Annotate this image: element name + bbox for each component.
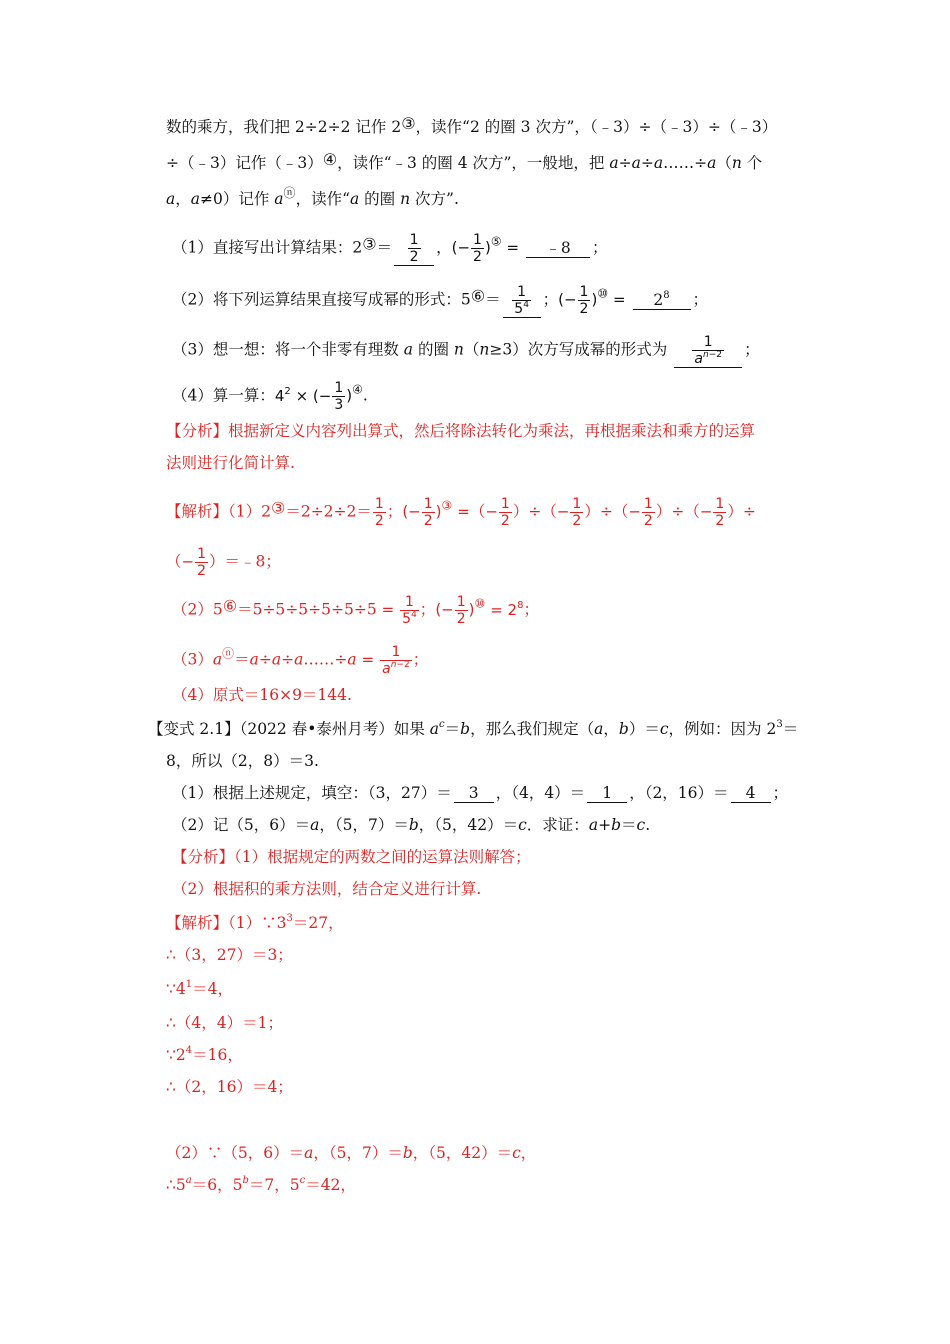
variant-question-2: （2）记（5，6）＝a，（5，7）＝b，（5，42）＝c．求证：a+b＝c.: [172, 816, 651, 834]
solution-1-part-2: （2）5⑥＝5÷5÷5÷5÷5÷5 = $\frac{1}{5^4}$ ；(− $\frac{1}{2}$ )$^⑩ = 2^8$；: [172, 594, 539, 627]
question-2: （2）将下列运算结果直接写成幂的形式：5⑥＝ $\frac{1}{5^4}$ ；(− $\frac{1}{2}$ )$^⑩ = 2^8$ ；: [172, 284, 709, 317]
solution-2-line-3: $\because 4^1=4$，: [166, 979, 233, 998]
solution-1-part-1b: （− $\frac{1}{2}$ ）＝﹣8；: [166, 546, 281, 579]
variant-line-2: 8，所以（2，8）＝3.: [166, 752, 319, 770]
question-3: （3）想一想：将一个非零有理数 a 的圈 n（n≥3）次方写成幂的形式为 $\frac{1}{a^{n-2}}$ ；: [172, 334, 760, 367]
solution-1-part-4: （4）原式＝16×9＝144.: [172, 686, 352, 704]
intro-line-3: a，a≠0）记作 aⓝ，读作“a 的圈 n 次方”.: [166, 186, 459, 208]
solution-2-line-2: ∴（3，27）＝3；: [166, 946, 293, 964]
question-4: （4）算一算：$4^2$ × (− $\frac{1}{3}$ )④.: [172, 380, 368, 413]
solution-2-line-5: $\because 2^4=16$，: [166, 1045, 243, 1064]
variant-line-1: 【变式 2.1】（2022 春•泰州月考）如果 $a^c=b$，那么我们规定（a，b）＝c，例如：因为 $2^3=$: [148, 719, 799, 738]
solution-2-line-4: ∴（4，4）＝1；: [166, 1014, 283, 1032]
analysis-1-line-1: 【分析】根据新定义内容列出算式，然后将除法转化为乘法，再根据乘法和乘方的运算: [166, 422, 756, 440]
solution-2-line-1: 【解析】$(1)\because 3^3=27$，: [166, 913, 344, 932]
solution-2-line-8: $\therefore 5^a=6$，$5^b=7$，$5^c=42$，: [166, 1175, 356, 1194]
intro-line-2: ÷（﹣3）记作（﹣3）④，读作“﹣3 的圈 4 次方”，一般地，把 a÷a÷a……÷a（n 个: [166, 150, 763, 172]
intro-line-1: 数的乘方，我们把 2÷2÷2 记作 2③，读作“2 的圈 3 次方”，（﹣3）÷（﹣3）÷（﹣3）: [166, 114, 778, 136]
analysis-2-line-1: 【分析】（1）根据规定的两数之间的运算法则解答；: [172, 848, 531, 866]
analysis-2-line-2: （2）根据积的乘方法则，结合定义进行计算.: [172, 880, 482, 898]
question-1: （1）直接写出计算结果：2③＝ $\frac{1}{2}$ ，(− $\frac{1}{2}$ )⑤ = ﹣8 ；: [172, 232, 608, 265]
solution-1-part-3: （3）aⓝ＝a÷a÷a……÷a = $\frac{1}{a^{n-2}}$ ；: [172, 644, 429, 677]
solution-2-line-6: ∴（2，16）＝4；: [166, 1078, 293, 1096]
variant-question-1: （1）根据上述规定，填空：（3，27）＝ 3 ，（4，4）＝ 1 ，（2，16）＝ 4 ；: [172, 784, 789, 802]
analysis-1-line-2: 法则进行化简计算.: [166, 454, 295, 472]
solution-2-line-7: （2）∵（5，6）＝a，（5，7）＝b，（5，42）＝c，: [166, 1144, 537, 1162]
solution-1-part-1: 【解析】（1）2③＝2÷2÷2＝ $\frac{1}{2}$ ；(− $\frac{1}{2}$ )③ =（− $\frac{1}{2}$ ）÷（− $\frac{1}{2}$ ）÷（− $\frac{1}{2}$ ）÷（− $\frac{1}{2}$ ）÷: [166, 496, 756, 529]
